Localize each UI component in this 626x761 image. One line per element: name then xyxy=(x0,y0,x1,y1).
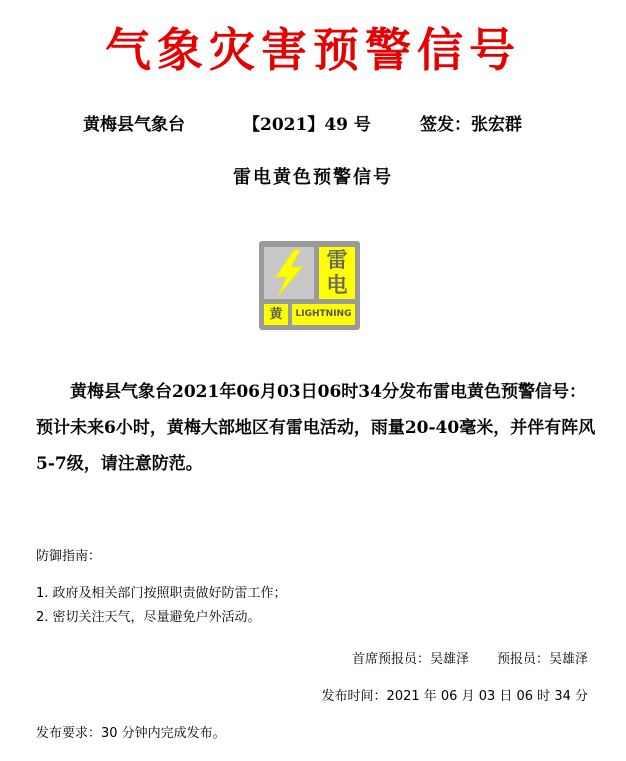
signer: 签发：张宏群 xyxy=(420,115,522,135)
badge-color-char: 黄 xyxy=(264,304,288,325)
warning-body: 黄梅县气象台2021年06月03日06时34分发布雷电黄色预警信号：预计未来6小时，黄梅大部地区有雷电活动，雨量20-40毫米，并伴有阵风5-7级，请注意防范。 xyxy=(36,382,596,474)
doc-number: 【2021】49 号 xyxy=(243,115,371,135)
forecasters xyxy=(352,648,588,667)
publish-requirement: 发布要求：30 分钟内完成发布。 xyxy=(36,726,226,741)
guide-title: 防御指南： xyxy=(36,549,102,564)
forecaster: 预报员：吴雄泽 xyxy=(496,652,588,667)
lightning-bolt-icon xyxy=(264,247,314,299)
guide-item: 2. 密切关注天气，尽量避免户外活动。 xyxy=(36,610,261,625)
publish-time: 发布时间：2021 年 06 月 03 日 06 时 34 分 xyxy=(321,689,588,704)
station-name: 黄梅县气象台 xyxy=(83,115,185,135)
signal-name: 雷电黄色预警信号 xyxy=(233,167,393,188)
document-title: 气象灾害预警信号 xyxy=(105,23,521,77)
chief-forecaster: 首席预报员：吴雄泽 xyxy=(351,652,469,667)
warning-badge xyxy=(259,241,360,330)
guide-item: 1. 政府及相关部门按照职责做好防雷工作； xyxy=(36,586,287,601)
badge-chars: 雷电 xyxy=(319,247,355,299)
badge-en-label: LIGHTNING xyxy=(292,304,355,325)
